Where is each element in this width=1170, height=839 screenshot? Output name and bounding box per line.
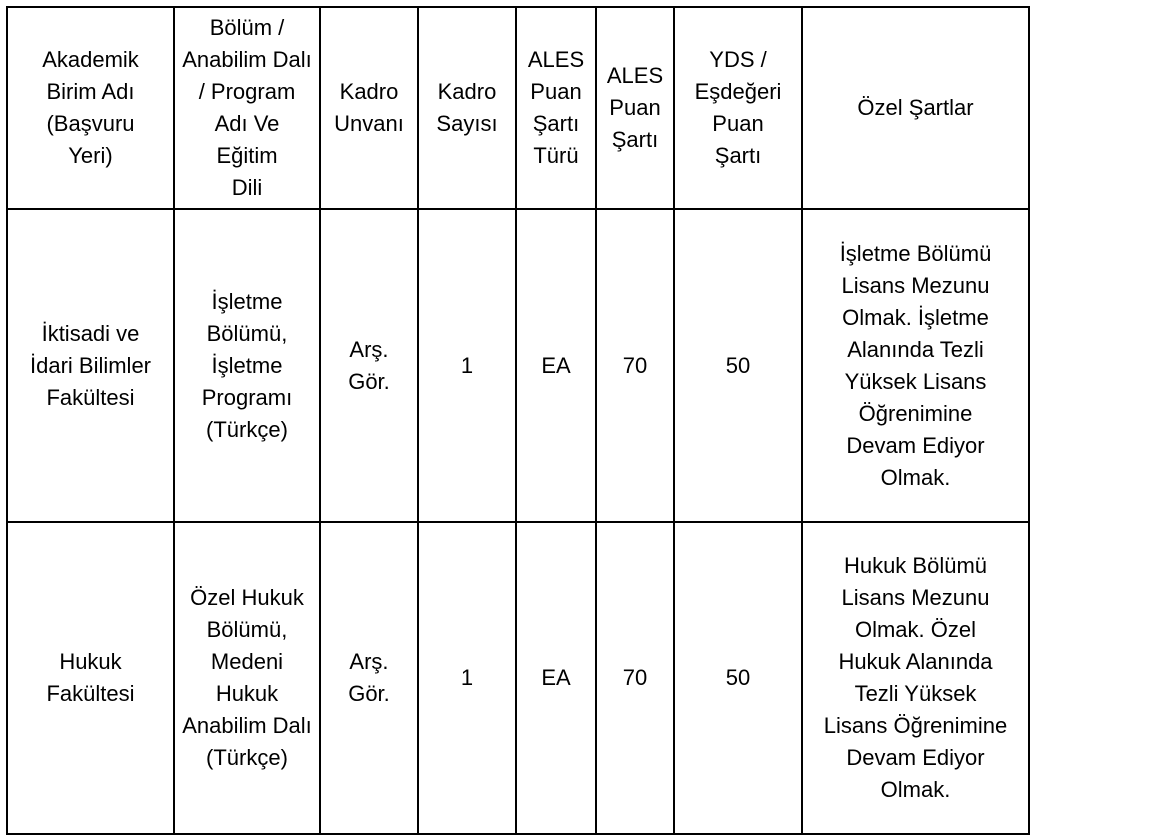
header-yds-puan-sarti: YDS / Eşdeğeri Puan Şartı (674, 7, 802, 209)
cell-birim: İktisadi ve İdari Bilimler Fakültesi (7, 209, 174, 522)
cell-ales-puan: 70 (596, 522, 674, 834)
cell-ales-tur: EA (516, 209, 596, 522)
header-ozel-sartlar: Özel Şartlar (802, 7, 1029, 209)
cell-birim: Hukuk Fakültesi (7, 522, 174, 834)
kadro-table (6, 6, 1030, 835)
cell-sayi: 1 (418, 209, 516, 522)
table-row (7, 522, 1029, 834)
cell-yds: 50 (674, 209, 802, 522)
header-akademik-birim: Akademik Birim Adı (Başvuru Yeri) (7, 7, 174, 209)
cell-unvan: Arş. Gör. (320, 522, 418, 834)
table-header-row (7, 7, 1029, 209)
cell-ozel-sartlar: İşletme Bölümü Lisans Mezunu Olmak. İşletme Alanında Tezli Yüksek Lisans Öğrenimine Devam Ediyor Olmak. (802, 209, 1029, 522)
header-kadro-unvani: Kadro Unvanı (320, 7, 418, 209)
header-kadro-sayisi: Kadro Sayısı (418, 7, 516, 209)
cell-unvan: Arş. Gör. (320, 209, 418, 522)
cell-ales-puan: 70 (596, 209, 674, 522)
cell-yds: 50 (674, 522, 802, 834)
table-row (7, 209, 1029, 522)
header-ales-puan-sarti: ALES Puan Şartı (596, 7, 674, 209)
header-ales-puan-turu: ALES Puan Şartı Türü (516, 7, 596, 209)
cell-bolum: İşletme Bölümü, İşletme Programı (Türkçe) (174, 209, 320, 522)
cell-bolum: Özel Hukuk Bölümü, Medeni Hukuk Anabilim Dalı (Türkçe) (174, 522, 320, 834)
header-bolum-anabilim: Bölüm / Anabilim Dalı / Program Adı Ve Eğitim Dili (174, 7, 320, 209)
cell-ozel-sartlar: Hukuk Bölümü Lisans Mezunu Olmak. Özel Hukuk Alanında Tezli Yüksek Lisans Öğrenimine Devam Ediyor Olmak. (802, 522, 1029, 834)
cell-ales-tur: EA (516, 522, 596, 834)
cell-sayi: 1 (418, 522, 516, 834)
